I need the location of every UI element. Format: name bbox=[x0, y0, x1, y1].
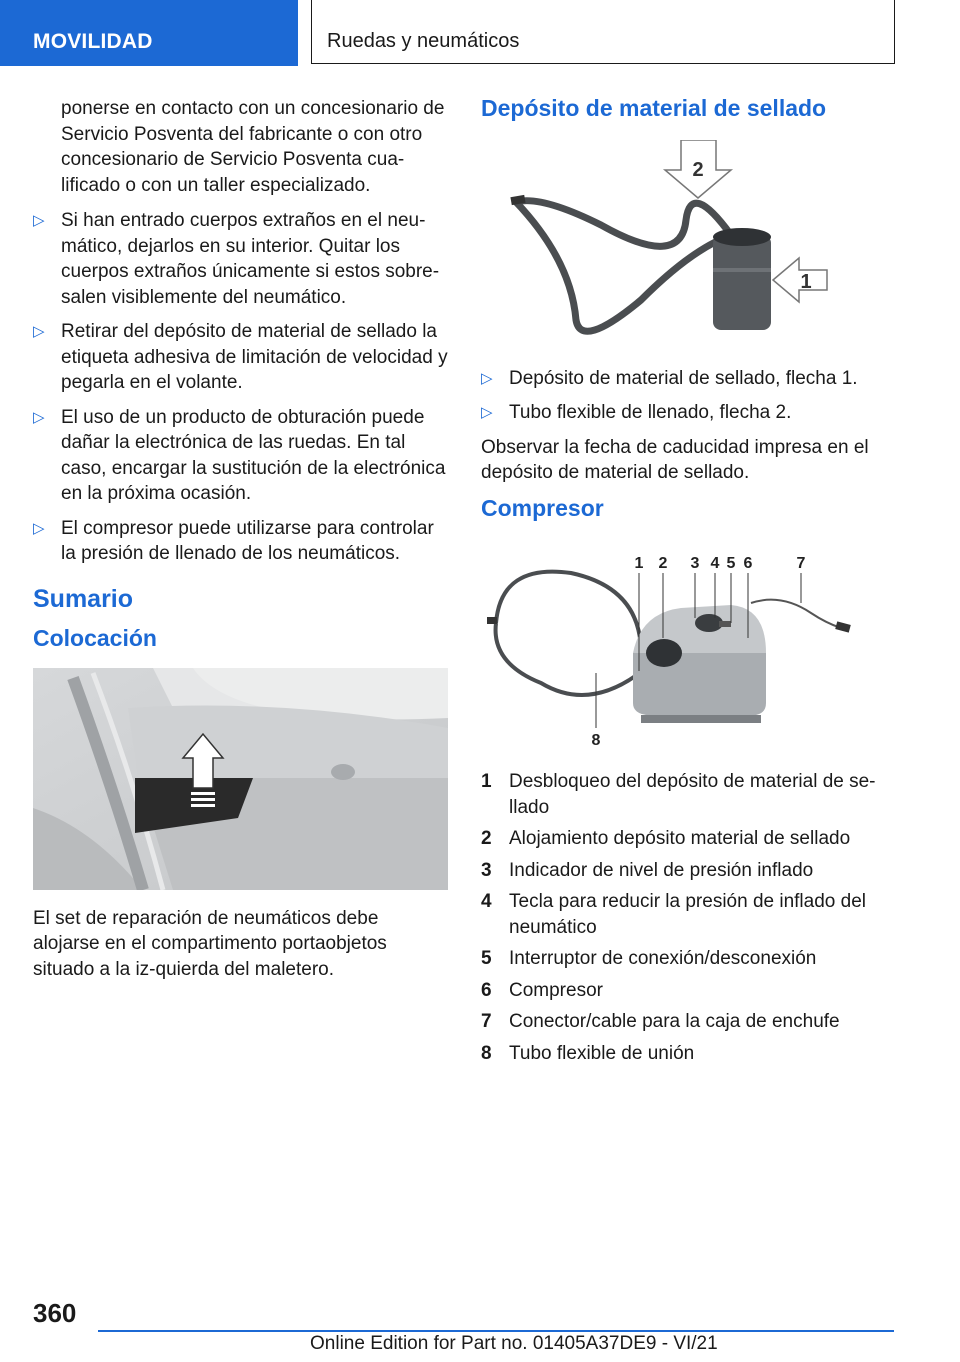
sealant-note: Observar la fecha de caducidad impresa en el depósito de material de sellado. bbox=[481, 436, 869, 483]
item-text: Conector/cable para la caja de enchufe bbox=[509, 1011, 840, 1032]
heading-summary: Sumario bbox=[33, 584, 134, 613]
callout-label-5: 5 bbox=[726, 555, 736, 572]
compressor-parts-list bbox=[481, 769, 881, 1066]
bullet-text: Retirar del depósito de material de sellado la etiqueta adhesiva de limitación de velocidad y pegarla en el volante. bbox=[61, 321, 448, 393]
left-column bbox=[33, 96, 448, 992]
callout-label-6: 6 bbox=[743, 555, 753, 572]
list-item bbox=[481, 978, 881, 1004]
item-text: Desbloqueo del depósito de material de se-llado bbox=[509, 771, 876, 818]
list-item bbox=[481, 1009, 881, 1035]
item-text: Tubo flexible de unión bbox=[509, 1042, 695, 1064]
item-number: 1 bbox=[481, 771, 492, 792]
triangle-bullet-icon: ▷ bbox=[33, 519, 45, 537]
callout-label-4: 4 bbox=[710, 555, 720, 572]
item-text: Indicador de nivel de presión inflado bbox=[509, 859, 814, 881]
footer-divider bbox=[98, 1330, 894, 1332]
list-item bbox=[33, 405, 448, 507]
bullet-text: El compresor puede utilizarse para controlar la presión de llenado de los neumáticos. bbox=[61, 517, 434, 564]
list-item bbox=[481, 769, 881, 820]
callout-label-8: 8 bbox=[591, 732, 601, 749]
sealant-container-illustration bbox=[481, 140, 881, 350]
item-number: 2 bbox=[481, 828, 492, 849]
callout-label-3: 3 bbox=[690, 555, 700, 572]
heading-location: Colocación bbox=[33, 625, 157, 651]
item-number: 4 bbox=[481, 891, 492, 912]
arrow-label-2: 2 bbox=[692, 158, 704, 181]
heading-compressor: Compresor bbox=[481, 494, 604, 521]
location-text: El set de reparación de neumáticos debe alojarse en el compartimento portaobjetos situado a la iz-quierda del maletero. bbox=[33, 907, 387, 980]
item-number: 7 bbox=[481, 1011, 492, 1032]
edition-info: Online Edition for Part no. 01405A37DE9 - VI/21 bbox=[310, 1333, 718, 1354]
intro-continuation: ponerse en contacto con un concesionario de Servicio Posventa del fabricante o con otro concesionario de Servicio Posventa cua-lificado o con un taller especializado. bbox=[61, 98, 445, 196]
bullet-text: Tubo flexible de llenado, flecha 2. bbox=[509, 402, 792, 423]
item-number: 8 bbox=[481, 1042, 492, 1064]
callout-label-2: 2 bbox=[658, 555, 668, 572]
bullet-text: El uso de un producto de obturación puede dañar la electrónica de las ruedas. En tal caso, encargar la sustitución de la electrónica en la próxima ocasión. bbox=[61, 406, 446, 504]
item-text: Compresor bbox=[509, 979, 603, 1001]
list-item bbox=[33, 516, 448, 567]
list-item bbox=[481, 946, 881, 972]
list-item bbox=[481, 826, 881, 852]
trunk-compartment-illustration bbox=[33, 668, 448, 890]
bullet-text: Si han entrado cuerpos extraños en el neu-mático, dejarlos en su interior. Quitar los cuerpos extraños únicamente si estos sobre-salen visiblemente del neumático. bbox=[61, 210, 440, 308]
item-text: Interruptor de conexión/desconexión bbox=[509, 948, 817, 969]
list-item bbox=[33, 208, 448, 310]
bullet-text: Depósito de material de sellado, flecha 1. bbox=[509, 367, 858, 389]
list-item bbox=[481, 889, 881, 940]
triangle-bullet-icon: ▷ bbox=[33, 323, 45, 340]
item-number: 5 bbox=[481, 948, 492, 969]
triangle-bullet-icon: ▷ bbox=[481, 404, 493, 421]
triangle-bullet-icon: ▷ bbox=[33, 212, 45, 229]
list-item bbox=[481, 858, 881, 884]
right-column bbox=[481, 96, 881, 1072]
callout-label-1: 1 bbox=[634, 555, 644, 572]
item-text: Tecla para reducir la presión de inflado del neumático bbox=[509, 891, 866, 938]
page-number: 360 bbox=[33, 1298, 77, 1328]
list-item bbox=[481, 1041, 881, 1067]
compressor-illustration bbox=[481, 543, 881, 753]
callout-label-7: 7 bbox=[796, 555, 806, 572]
heading-sealant: Depósito de material de sellado bbox=[481, 95, 827, 121]
item-text: Alojamiento depósito material de sellado bbox=[509, 828, 851, 849]
section-title: Ruedas y neumáticos bbox=[311, 0, 895, 64]
page-header bbox=[0, 0, 960, 66]
list-item bbox=[33, 319, 448, 396]
list-item bbox=[481, 366, 881, 392]
arrow-label-1: 1 bbox=[800, 270, 812, 293]
list-item bbox=[481, 400, 881, 426]
item-number: 6 bbox=[481, 979, 492, 1001]
section-tab: MOVILIDAD bbox=[0, 0, 298, 66]
triangle-bullet-icon: ▷ bbox=[481, 369, 493, 387]
item-number: 3 bbox=[481, 859, 492, 881]
triangle-bullet-icon: ▷ bbox=[33, 408, 45, 426]
